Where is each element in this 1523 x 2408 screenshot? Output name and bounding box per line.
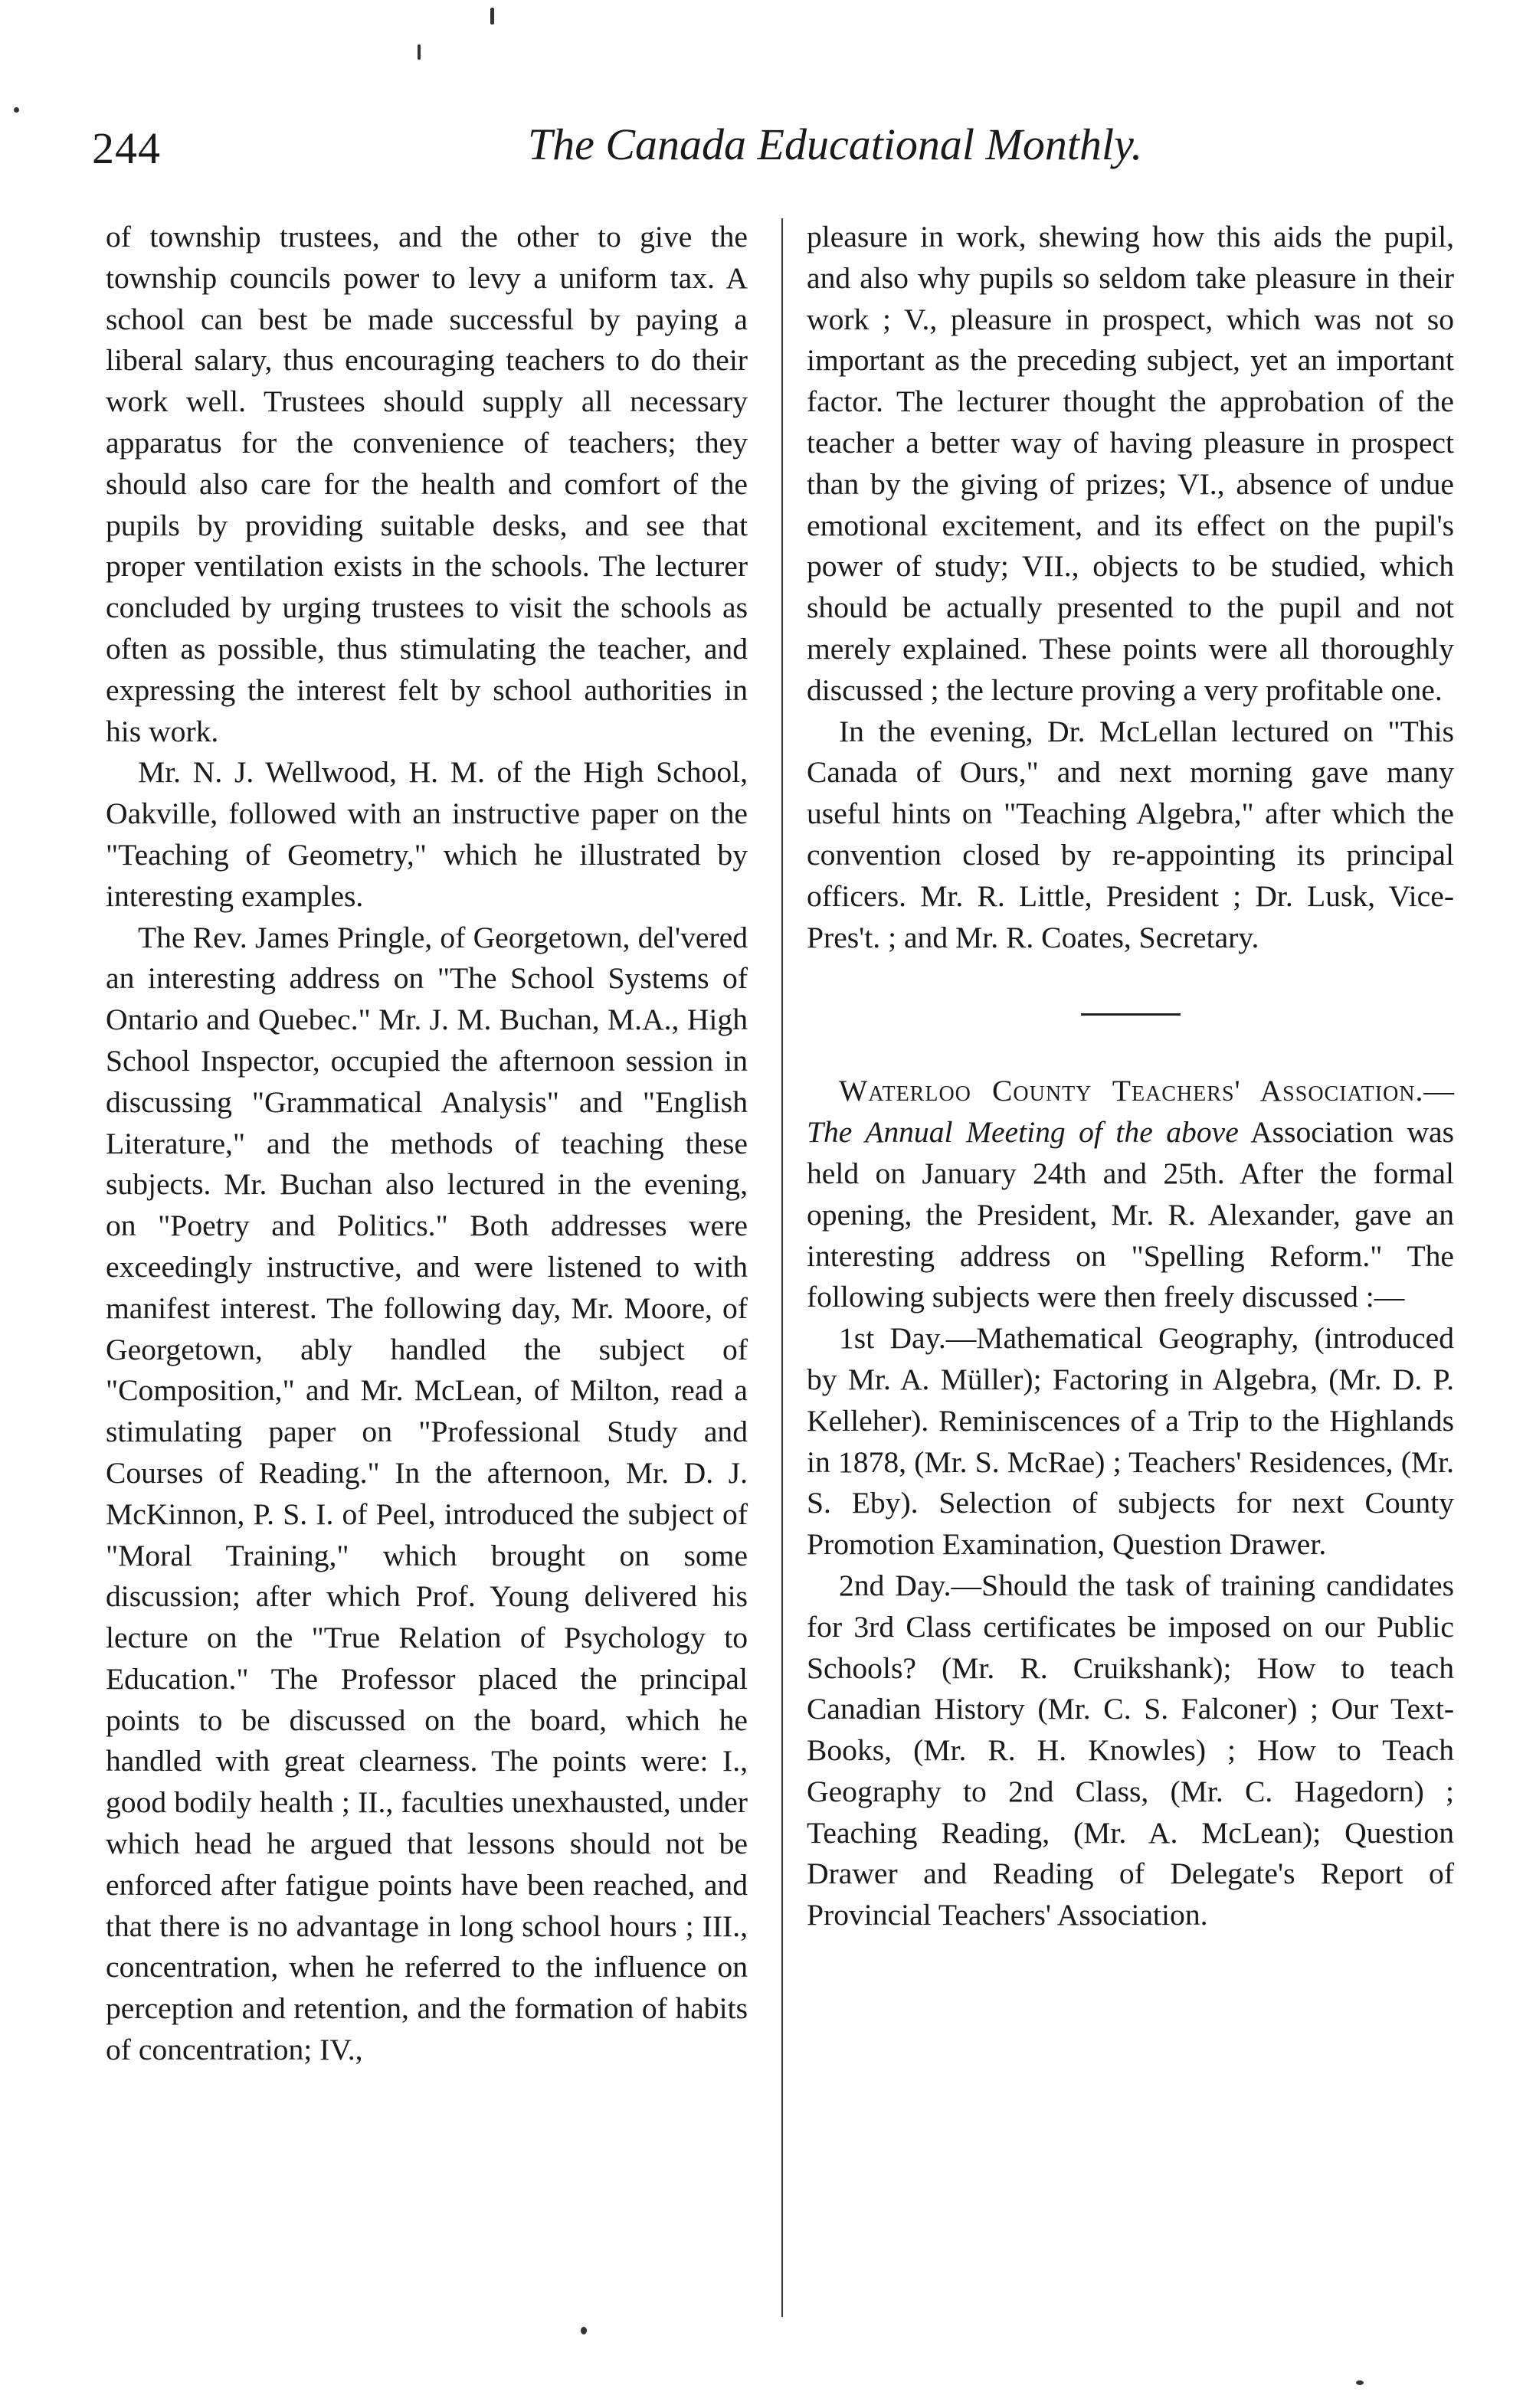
running-head: The Canada Educational Monthly. [527, 119, 1143, 169]
waterloo-intro-text: Association was held on January 24th and 25th. After the formal opening, the President, Mr. R. Alexander, gave an interesting address on "Spelling Reform." The following subjects were then freely discussed :— [807, 1115, 1454, 1314]
paragraph-mclellan: In the evening, Dr. McLellan lectured on "This Canada of Ours," and next morning gave many useful hints on "Teaching Algebra," after which the convention closed by re-appointing its principal officers. Mr. R. Little, President ; Dr. Lusk, Vice-Pres't. ; and Mr. R. Coates, Secretary. [807, 714, 1454, 954]
paragraph-pleasure: pleasure in work, shewing how this aids the pupil, and also why pupils so seldom take pleasure in their work ; V., pleasure in prospect, which was not so important as the preceding subject, yet an important factor. The lecturer thought the approbation of the teacher a better way of having pleasure in prospect than by the giving of prizes; VI., absence of undue emotional excitement, and its effect on the pupil's power of study; VII., objects to be studied, which should be actually presented to the pupil and not merely explained. These points were all thoroughly discussed ; the lecture proving a very profitable one. [807, 220, 1454, 707]
page-number: 244 [92, 123, 161, 173]
left-column [106, 217, 748, 2071]
paragraph-waterloo-intro [807, 1071, 1454, 1318]
waterloo-intro-italic: The Annual Meeting of the above [807, 1115, 1239, 1150]
paragraph-trustees: of township trustees, and the other to give the township councils power to levy a uniform tax. A school can best be made successful by paying a liberal salary, thus encouraging teachers to do their work well. Trustees should supply all necessary apparatus for the convenience of teachers; they should also care for the health and comfort of the pupils by providing suitable desks, and see that proper ventilation exists in the schools. The lecturer concluded by urging trustees to visit the schools as often as possible, thus stimulating the teacher, and expressing the interest felt by school authorities in his work. [106, 220, 748, 748]
scan-speck [581, 2327, 587, 2334]
section-divider [1081, 1013, 1181, 1016]
scan-speck [418, 44, 421, 60]
paragraph-wellwood: Mr. N. J. Wellwood, H. M. of the High School, Oakville, followed with an instructive paper on the "Teaching of Geometry," which he illustrated by interesting examples. [106, 755, 748, 913]
waterloo-heading: Waterloo County Teachers' Association. [839, 1074, 1424, 1108]
right-column [807, 217, 1454, 1936]
paragraph-pringle: The Rev. James Pringle, of Georgetown, del'vered an interesting address on "The School Systems of Ontario and Quebec." Mr. J. M. Buchan, M.A., High School Inspector, occupied the afternoon session in discussing "Grammatical Analysis" and "English Literature," and the methods of teaching these subjects. Mr. Buchan also lectured in the evening, on "Poetry and Politics." Both addresses were exceedingly instructive, and were listened to with manifest interest. The following day, Mr. Moore, of Georgetown, ably handled the subject of "Composition," and Mr. McLean, of Milton, read a stimulating paper on "Professional Study and Courses of Reading." In the afternoon, Mr. D. J. McKinnon, P. S. I. of Peel, introduced the subject of "Moral Training," which brought on some discussion; after which Prof. Young delivered his lecture on the "True Relation of Psychology to Education." The Professor placed the principal points to be discussed on the board, which he handled with great clearness. The points were: I., good bodily health ; II., faculties unexhausted, under which head he argued that lessons should not be enforced after fatigue points have been reached, and that there is no advantage in long school hours ; III., concentration, when he referred to the influence on perception and retention, and the formation of habits of concentration; IV., [106, 920, 748, 2067]
column-rule [781, 218, 783, 2317]
scan-speck [1356, 2380, 1364, 2385]
heading-dash: — [1423, 1074, 1454, 1108]
paragraph-second-day: 2nd Day.—Should the task of training candidates for 3rd Class certificates be imposed on our Public Schools? (Mr. R. Cruikshank); How to teach Canadian History (Mr. C. S. Falconer) ; Our Text-Books, (Mr. R. H. Knowles) ; How to Teach Geography to 2nd Class, (Mr. C. Hagedorn) ; Teaching Reading, (Mr. A. McLean); Question Drawer and Reading of Delegate's Report of Provincial Teachers' Association. [807, 1568, 1454, 1932]
paragraph-first-day: 1st Day.—Mathematical Geography, (introduced by Mr. A. Müller); Factoring in Algebra, (Mr. D. P. Kelleher). Reminiscences of a Trip to the Highlands in 1878, (Mr. S. McRae) ; Teachers' Residences, (Mr. S. Eby). Selection of subjects for next County Promotion Examination, Question Drawer. [807, 1321, 1454, 1562]
scan-speck [14, 107, 19, 113]
scan-speck [490, 8, 494, 25]
